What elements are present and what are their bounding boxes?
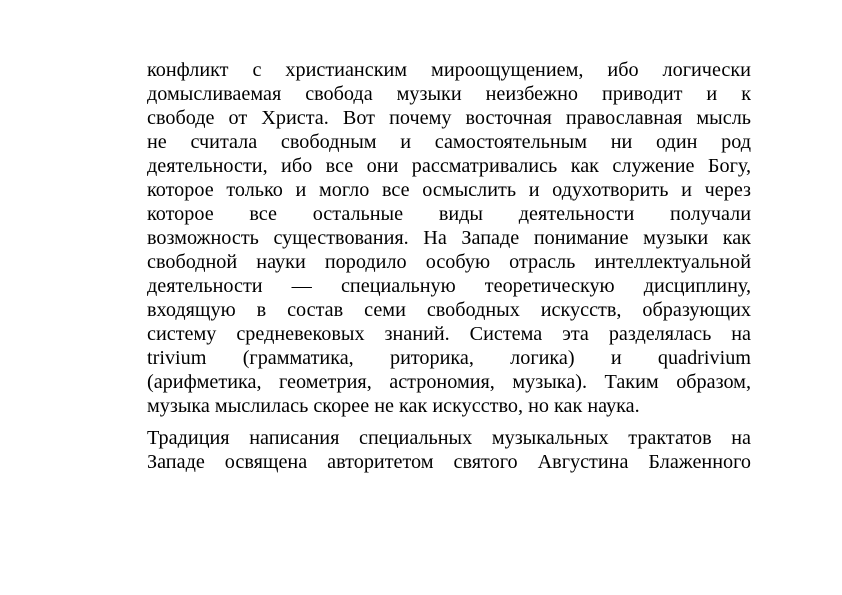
text-line: входящую в состав семи свободных искусств, образующих xyxy=(147,299,751,321)
text-line: (арифметика, геометрия, астрономия, музыка). Таким образом, xyxy=(147,371,751,393)
text-line: домысливаемая свобода музыки неизбежно приводит и к xyxy=(147,83,751,105)
text-line: которое все остальные виды деятельности получали xyxy=(147,203,751,225)
text-line: конфликт с христианским мироощущением, ибо логически xyxy=(147,59,751,81)
text-line: свободной науки породило особую отрасль интеллектуальной xyxy=(147,251,751,273)
text-line: систему средневековых знаний. Система эта разделялась на xyxy=(147,323,751,345)
body-text xyxy=(147,58,751,474)
text-line: Традиция написания специальных музыкальных трактатов на xyxy=(147,427,751,449)
paragraph-gap xyxy=(147,418,751,426)
text-line: свободе от Христа. Вот почему восточная православная мысль xyxy=(147,107,751,129)
text-line: Западе освящена авторитетом святого Августина Блаженного xyxy=(147,451,751,473)
paragraph-2 xyxy=(147,426,751,474)
text-line: trivium (грамматика, риторика, логика) и quadrivium xyxy=(147,347,751,369)
text-line: возможность существования. На Западе понимание музыки как xyxy=(147,227,751,249)
text-line: не считала свободным и самостоятельным ни один род xyxy=(147,131,751,153)
text-line: деятельности — специальную теоретическую дисциплину, xyxy=(147,275,751,297)
text-line: музыка мыслилась скорее не как искусство, но как наука. xyxy=(147,395,640,417)
text-line: деятельности, ибо все они рассматривались как служение Богу, xyxy=(147,155,751,177)
text-line: которое только и могло все осмыслить и одухотворить и через xyxy=(147,179,751,201)
paragraph-1 xyxy=(147,58,751,418)
